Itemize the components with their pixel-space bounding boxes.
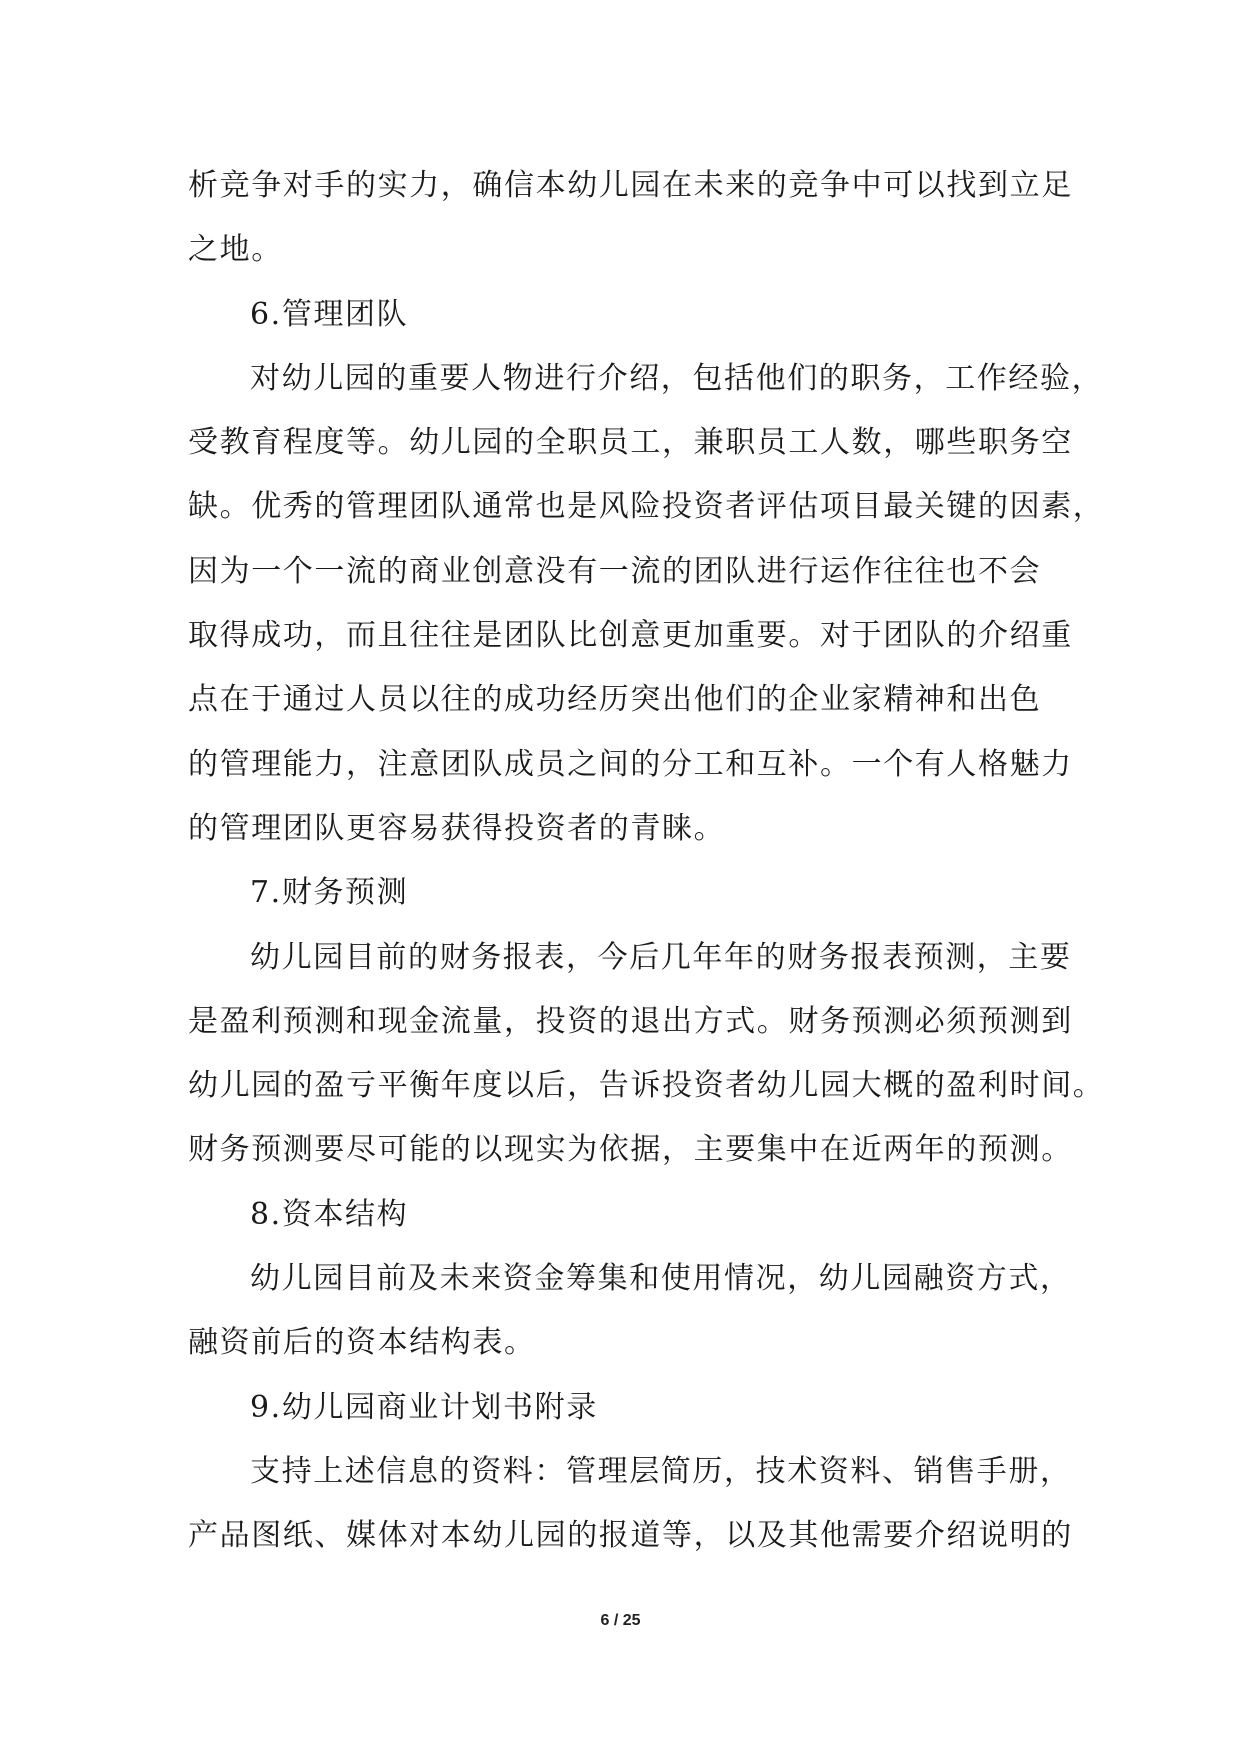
body-text-line: 取得成功，而且往往是团队比创意更加重要。对于团队的介绍重: [188, 618, 1073, 654]
body-text-line: 受教育程度等。幼儿园的全职员工，兼职员工人数，哪些职务空: [188, 425, 1073, 461]
body-text-line: 融资前后的资本结构表。: [188, 1325, 536, 1361]
section-heading-management-team: 6.管理团队: [250, 296, 409, 332]
body-text-line: 的管理团队更容易获得投资者的青睐。: [188, 810, 726, 846]
body-text-line: 产品图纸、媒体对本幼儿园的报道等，以及其他需要介绍说明的: [188, 1518, 1073, 1554]
page-number: 6 / 25: [600, 1612, 641, 1629]
body-text-line: 因为一个一流的商业创意没有一流的团队进行运作往往也不会: [188, 553, 1042, 589]
body-text-line: 财务预测要尽可能的以现实为依据，主要集中在近两年的预测。: [188, 1132, 1073, 1168]
body-text-line: 支持上述信息的资料：管理层简历，技术资料、销售手册，: [250, 1453, 1072, 1489]
section-heading-financial-forecast: 7.财务预测: [250, 875, 409, 911]
document-body: [188, 154, 1105, 1569]
body-text-line: 是盈利预测和现金流量，投资的退出方式。财务预测必须预测到: [188, 1003, 1073, 1039]
body-text-line: 对幼儿园的重要人物进行介绍，包括他们的职务，工作经验，: [250, 360, 1104, 396]
body-text-line: 点在于通过人员以往的成功经历突出他们的企业家精神和出色: [188, 682, 1042, 718]
body-text-line: 析竞争对手的实力，确信本幼儿园在未来的竞争中可以找到立足: [188, 168, 1073, 203]
body-text-line: 幼儿园的盈亏平衡年度以后，告诉投资者幼儿园大概的盈利时间。: [188, 1068, 1105, 1104]
body-text-line: 幼儿园目前的财务报表，今后几年年的财务报表预测，主要: [250, 939, 1072, 975]
section-heading-appendix: 9.幼儿园商业计划书附录: [250, 1389, 598, 1425]
section-heading-capital-structure: 8.资本结构: [250, 1196, 409, 1232]
body-text-line: 幼儿园目前及未来资金筹集和使用情况，幼儿园融资方式，: [250, 1261, 1072, 1297]
body-text-line: 之地。: [188, 232, 283, 268]
body-text-line: 的管理能力，注意团队成员之间的分工和互补。一个有人格魅力: [188, 746, 1073, 782]
body-text-line: 缺。优秀的管理团队通常也是风险投资者评估项目最关键的因素，: [188, 489, 1105, 525]
